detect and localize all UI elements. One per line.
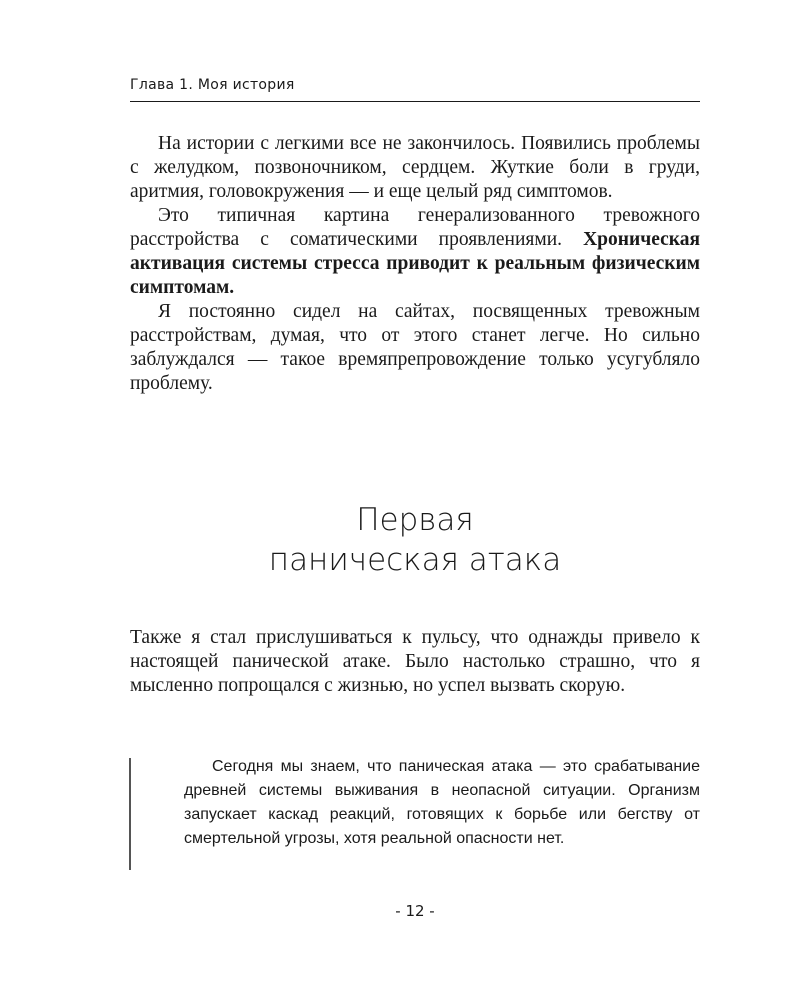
running-head: Глава 1. Моя история [130, 77, 295, 93]
section-heading [130, 500, 700, 580]
header-rule [130, 101, 700, 102]
page-number: - 12 - [395, 902, 435, 920]
section-body-1 [130, 132, 700, 396]
paragraph-2 [130, 204, 700, 300]
paragraph-1: На истории с легкими все не закончилось. Появились проблемы с желудком, позвоночником, сердцем. Жуткие боли в груди, аритмия, головокружения — и еще целый ряд симптомов. [130, 133, 700, 202]
section-heading-line-1: Первая [356, 502, 474, 538]
paragraph-4: Также я стал прислушиваться к пульсу, что однажды привело к настоящей панической атаке. Было настолько страшно, что я мысленно попрощался с жизнью, но успел вызвать скорую. [130, 627, 700, 696]
section-heading-line-2: паническая атака [268, 542, 562, 578]
callout-text: Сегодня мы знаем, что паническая атака — это срабатывание древней системы выживания в неопасной ситуации. Организм запускает каскад реакций, готовящих к борьбе или бегству от смертельной угрозы, хотя реальной опасности нет. [184, 758, 700, 847]
callout-box [129, 758, 700, 870]
paragraph-2-text: Это типичная картина генерализованного тревожного расстройства с соматическими проявлениями. [130, 205, 700, 250]
callout-bar [129, 758, 131, 870]
paragraph-3: Я постоянно сидел на сайтах, посвященных тревожным расстройствам, думая, что от этого станет легче. Но сильно заблуждался — такое времяпрепровождение только усугубляло проблему. [130, 301, 700, 394]
section-body-2 [130, 626, 700, 698]
paragraph-2-emphasis: Хроническая активация системы стресса приводит к реальным физическим симптомам. [130, 229, 700, 298]
